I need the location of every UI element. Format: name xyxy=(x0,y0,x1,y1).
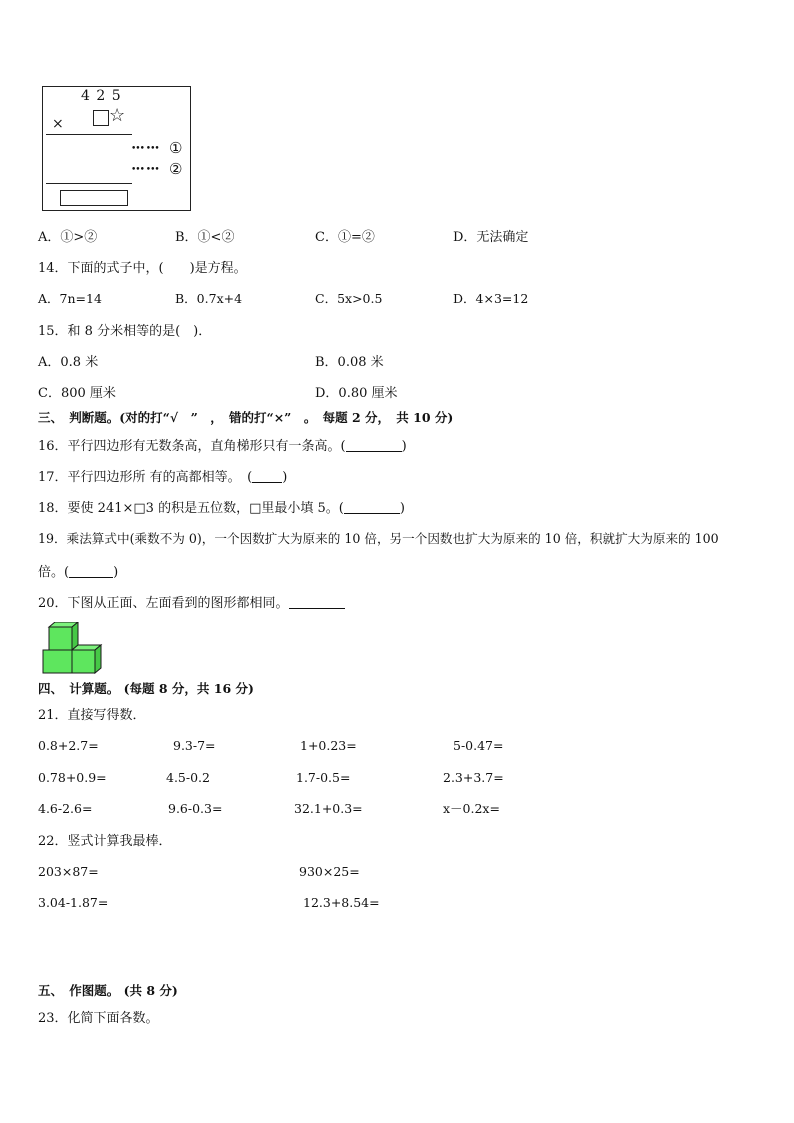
q21-r1-c1: 0.8+2.7= xyxy=(38,738,99,753)
figure-dots-1: ••• ••• xyxy=(131,144,159,154)
q21-r1-c4: 5-0.47= xyxy=(453,738,504,753)
q16-text: 16．平行四边形有无数条高，直角梯形只有一条高。( xyxy=(38,439,346,454)
q21-r2-c1: 0.78+0.9= xyxy=(38,770,107,785)
q15-stem: 15．和 8 分米相等的是( )． xyxy=(38,324,212,339)
q21-r2-c3: 1.7-0.5= xyxy=(296,770,351,785)
q17 xyxy=(38,470,287,484)
q19-answer-blank[interactable] xyxy=(69,565,113,578)
q22-stem: 22．竖式计算我最棒． xyxy=(38,834,172,849)
q19-line-1: 19．乘法算式中(乘数不为 0)，一个因数扩大为原来的 10 倍，另一个因数也扩大为原来的 10 倍，积就扩大为原来的 100 xyxy=(38,531,719,546)
q13-option-c: C．①=② xyxy=(315,230,375,245)
q22-r2-c2: 12.3+8.54= xyxy=(303,895,380,910)
figure-line-bottom xyxy=(46,183,132,184)
q13-option-a: A．①>② xyxy=(38,230,98,245)
q18-close: ) xyxy=(399,501,405,516)
section-3-title: 三、 判断题。(对的打“√ ” ， 错的打“×” 。 每题 2 分， 共 10 分) xyxy=(38,410,454,425)
q21-r2-c2: 4.5-0.2 xyxy=(166,770,210,785)
cubes-figure xyxy=(40,622,106,674)
q16-close: ) xyxy=(401,439,407,454)
q20-text: 20．下图从正面、左面看到的图形都相同。 xyxy=(38,596,289,611)
q22-r2-c1: 3.04-1.87= xyxy=(38,895,109,910)
q21-r1-c2: 9.3-7= xyxy=(173,738,216,753)
q18-text: 18．要使 241×□3 的积是五位数，□里最小填 5。( xyxy=(38,501,344,516)
figure-result-box xyxy=(60,190,128,206)
q22-r1-c1: 203×87= xyxy=(38,864,99,879)
q15-option-b: B．0.08 米 xyxy=(315,355,384,370)
q19-close: ) xyxy=(113,565,119,580)
blank-square-icon xyxy=(93,110,109,126)
q20-answer-blank[interactable] xyxy=(289,596,345,609)
figure-circle-1: ① xyxy=(169,139,183,157)
q13-option-b: B．①<② xyxy=(175,230,235,245)
q18-answer-blank[interactable] xyxy=(344,501,400,514)
q21-r3-c1: 4.6-2.6= xyxy=(38,801,93,816)
figure-line-top xyxy=(46,134,132,135)
q14-option-b: B．0.7x+4 xyxy=(175,291,243,306)
star-icon: ☆ xyxy=(109,105,126,126)
q21-r3-c3: 32.1+0.3= xyxy=(294,801,363,816)
section-4-title: 四、 计算题。 (每题 8 分，共 16 分) xyxy=(38,681,254,696)
q19-text-2: 倍。( xyxy=(38,565,70,580)
q17-answer-blank[interactable] xyxy=(252,470,282,483)
q17-text: 17．平行四边形所 有的高都相等。 ( xyxy=(38,470,253,485)
q18 xyxy=(38,501,405,515)
q21-r1-c3: 1+0.23= xyxy=(300,738,357,753)
q15-option-c: C．800 厘米 xyxy=(38,386,116,401)
q16-answer-blank[interactable] xyxy=(346,439,402,452)
section-5-title: 五、 作图题。 (共 8 分) xyxy=(38,983,178,998)
q14-stem: 14．下面的式子中，( )是方程。 xyxy=(38,261,247,276)
q16 xyxy=(38,439,407,453)
figure-circle-2: ② xyxy=(169,160,183,178)
figure-times-sign: × xyxy=(52,116,64,132)
q20 xyxy=(38,596,345,610)
q15-option-d: D．0.80 厘米 xyxy=(315,386,398,401)
q21-r2-c4: 2.3+3.7= xyxy=(443,770,504,785)
multiplication-figure xyxy=(42,86,191,211)
figure-dots-2: ••• ••• xyxy=(131,165,159,175)
figure-digits: 4 2 5 xyxy=(81,88,122,104)
q21-r3-c4: x－0.2x= xyxy=(443,801,500,816)
q21-stem: 21．直接写得数． xyxy=(38,708,146,723)
q19-line-2 xyxy=(38,565,118,579)
q17-close: ) xyxy=(282,470,288,485)
q13-option-d: D．无法确定 xyxy=(453,230,529,245)
q21-r3-c2: 9.6-0.3= xyxy=(168,801,223,816)
q22-r1-c2: 930×25= xyxy=(299,864,360,879)
q23-stem: 23．化简下面各数。 xyxy=(38,1011,159,1026)
q15-option-a: A．0.8 米 xyxy=(38,355,99,370)
q14-option-d: D．4×3=12 xyxy=(453,291,529,306)
q14-option-a: A．7n=14 xyxy=(38,291,102,306)
q14-option-c: C．5x>0.5 xyxy=(315,291,383,306)
